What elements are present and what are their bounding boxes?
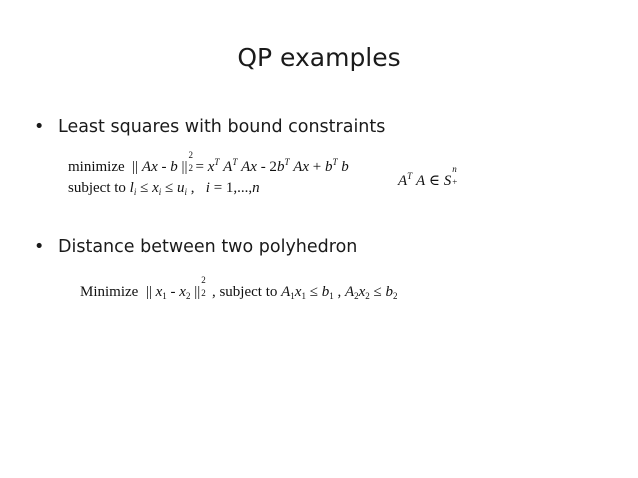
bullet-text: Least squares with bound constraints [58,117,386,137]
ls-constraint-equation: subject to $l_i \le x_i \le u_i$ , i = 1,...,n [68,180,260,197]
slide-title: QP examples [237,43,401,72]
bullet-text: Distance between two polyhedron [58,237,358,257]
bullet-marker: • [34,237,45,257]
bullet-least-squares [34,117,385,137]
bullet-distance-polyhedron [34,237,357,257]
bullet-marker: • [34,117,45,137]
psd-note-equation: $A^T$ A ∈ S n + [398,164,458,189]
distance-problem-equation: Minimize || $x_1 - x_2$ || 2 2 , subject to $A_1x_1 \le b_1$ , $A_2x_2 \le b_2$ [80,275,398,301]
ls-objective-equation: minimize || Ax - b || 2 2 = $x^T$ $A^T$ Ax - $2b^T$ $Ax + b^T$ b [68,150,349,175]
